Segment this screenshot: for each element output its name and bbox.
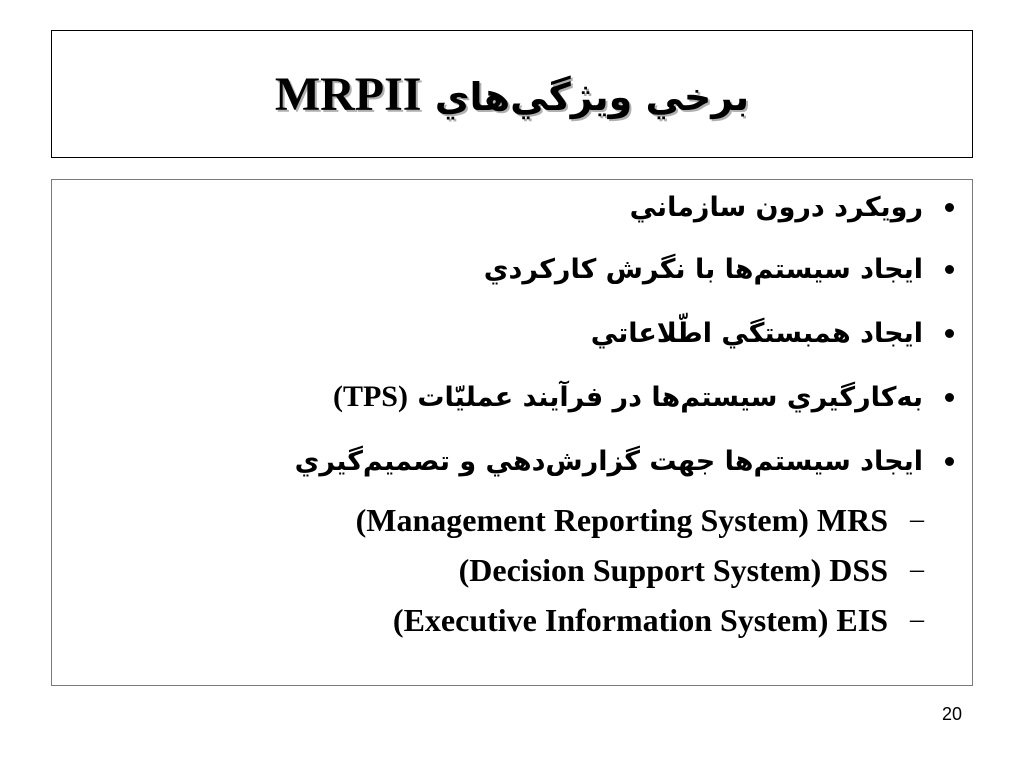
bullet-icon bbox=[945, 457, 954, 466]
sub-text-dss: (Decision Support System) DSS bbox=[458, 551, 888, 588]
slide-title-persian: برخي ويژگي‌هاي bbox=[434, 74, 750, 119]
bullet-item-5 bbox=[295, 436, 954, 486]
bullet-text-2: ايجاد سيستم‌ها با نگرش كاركردي bbox=[483, 253, 923, 285]
sub-text-eis: (Executive Information System) EIS bbox=[392, 601, 888, 638]
bullet-icon bbox=[945, 203, 954, 212]
bullet-item-1 bbox=[630, 182, 954, 232]
dash-icon: – bbox=[910, 554, 924, 585]
title-box bbox=[51, 30, 973, 158]
slide-number: 20 bbox=[941, 704, 962, 724]
bullet-icon bbox=[945, 329, 954, 338]
dash-icon: – bbox=[910, 604, 924, 635]
sub-text-mrs: (Management Reporting System) MRS bbox=[355, 501, 888, 538]
bullet-text-1: رويكرد درون سازماني bbox=[629, 191, 923, 223]
bullet-text-4-persian: به‌كارگيري سيستم‌ها در فرآيند عمليّات bbox=[417, 382, 923, 413]
sub-item-dss bbox=[459, 548, 924, 592]
bullet-icon bbox=[945, 393, 954, 402]
slide-title-latin: MRPII bbox=[274, 67, 422, 121]
bullet-item-2 bbox=[484, 244, 954, 294]
dash-icon: – bbox=[910, 504, 924, 535]
bullet-text-4-latin: (TPS) bbox=[332, 380, 408, 413]
bullet-text-3: ايجاد همبستگي اطّلاعاتي bbox=[590, 317, 923, 349]
bullet-text-5: ايجاد سيستم‌ها جهت گزارش‌دهي و تصميم‌گيري bbox=[294, 445, 923, 477]
sub-item-mrs bbox=[356, 498, 924, 542]
bullet-text-4 bbox=[333, 380, 923, 414]
sub-item-eis bbox=[393, 598, 924, 642]
slide-title bbox=[275, 67, 749, 122]
content-box bbox=[51, 179, 973, 686]
bullet-item-4 bbox=[333, 372, 954, 422]
bullet-item-3 bbox=[591, 308, 954, 358]
bullet-icon bbox=[945, 265, 954, 274]
